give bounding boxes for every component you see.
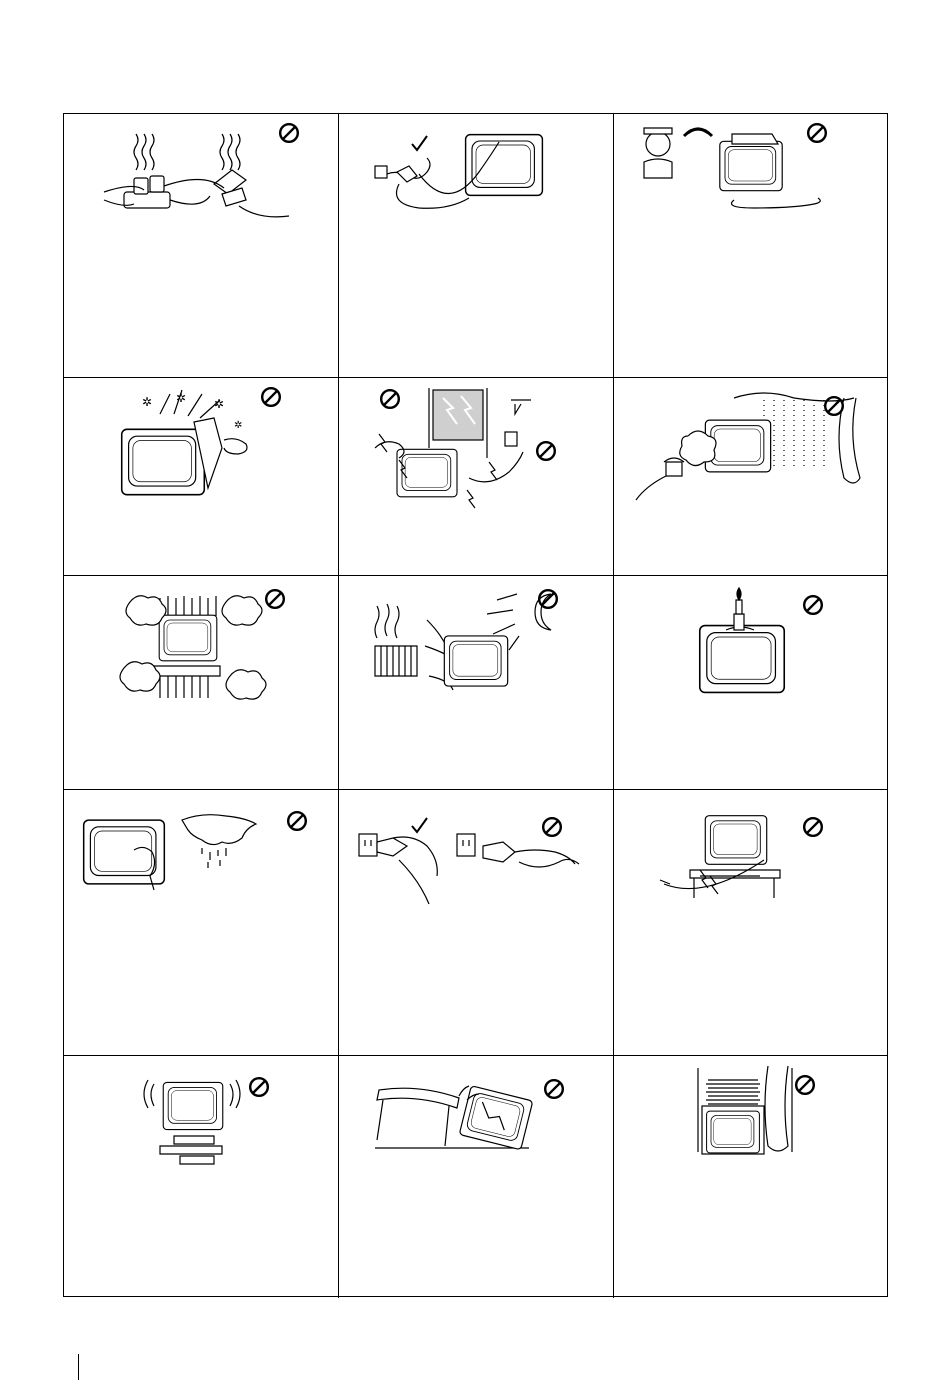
prohibited-icon <box>541 816 563 838</box>
prohibited-icon <box>248 1076 270 1098</box>
svg-text:✲: ✲ <box>214 397 225 411</box>
prohibited-icon <box>802 594 824 616</box>
candle-illustration <box>614 576 889 790</box>
plug-insertion-illustration <box>339 790 614 1056</box>
cell-enclosed-space <box>64 576 339 789</box>
cell-heat-sun <box>339 576 614 789</box>
safety-grid <box>63 113 888 1297</box>
cell-lightning <box>339 378 614 575</box>
cell-objects-on-top <box>614 1056 889 1298</box>
prohibited-icon <box>535 440 557 462</box>
cell-candle <box>614 576 889 789</box>
prohibited-icon <box>278 122 300 144</box>
prohibited-icon <box>794 1074 816 1096</box>
cell-service-cabinet <box>614 114 889 377</box>
enclosed-space-illustration <box>64 576 339 790</box>
check-icon <box>409 816 429 836</box>
objects-in-vents-illustration <box>64 378 339 576</box>
grid-row-1 <box>64 114 887 378</box>
prohibited-icon <box>543 1078 565 1100</box>
cell-cleaning <box>64 790 339 1055</box>
prohibited-icon <box>806 122 828 144</box>
cell-unplug-properly <box>339 114 614 377</box>
cell-steam-rain <box>614 378 889 575</box>
svg-text:✲: ✲ <box>234 420 243 431</box>
grid-row-5 <box>64 1056 887 1298</box>
page-margin-mark <box>78 1354 79 1380</box>
unstable-surface-illustration <box>64 1056 339 1298</box>
heat-sun-illustration <box>339 576 614 790</box>
steam-rain-illustration <box>614 378 889 576</box>
overloaded-outlet-illustration <box>64 114 339 378</box>
cell-damaged-cord <box>614 790 889 1055</box>
cell-plug-insertion <box>339 790 614 1055</box>
cell-overloaded-outlet <box>64 114 339 377</box>
falling-tv-illustration <box>339 1056 614 1298</box>
prohibited-icon <box>260 386 282 408</box>
unplug-properly-illustration <box>339 114 614 378</box>
grid-row-3 <box>64 576 887 790</box>
prohibited-icon <box>379 388 401 410</box>
grid-row-2 <box>64 378 887 576</box>
service-cabinet-illustration <box>614 114 889 378</box>
check-icon <box>409 134 429 154</box>
prohibited-icon <box>537 588 559 610</box>
prohibited-icon <box>823 395 845 417</box>
svg-text:✲: ✲ <box>142 395 153 409</box>
objects-on-top-illustration <box>614 1056 889 1298</box>
cell-falling <box>339 1056 614 1298</box>
cell-unstable-surface <box>64 1056 339 1298</box>
prohibited-icon <box>802 816 824 838</box>
grid-row-4 <box>64 790 887 1056</box>
svg-text:✲: ✲ <box>176 391 187 405</box>
prohibited-icon <box>264 588 286 610</box>
cell-objects-in-vents <box>64 378 339 575</box>
damaged-cord-illustration <box>614 790 889 1056</box>
prohibited-icon <box>286 810 308 832</box>
